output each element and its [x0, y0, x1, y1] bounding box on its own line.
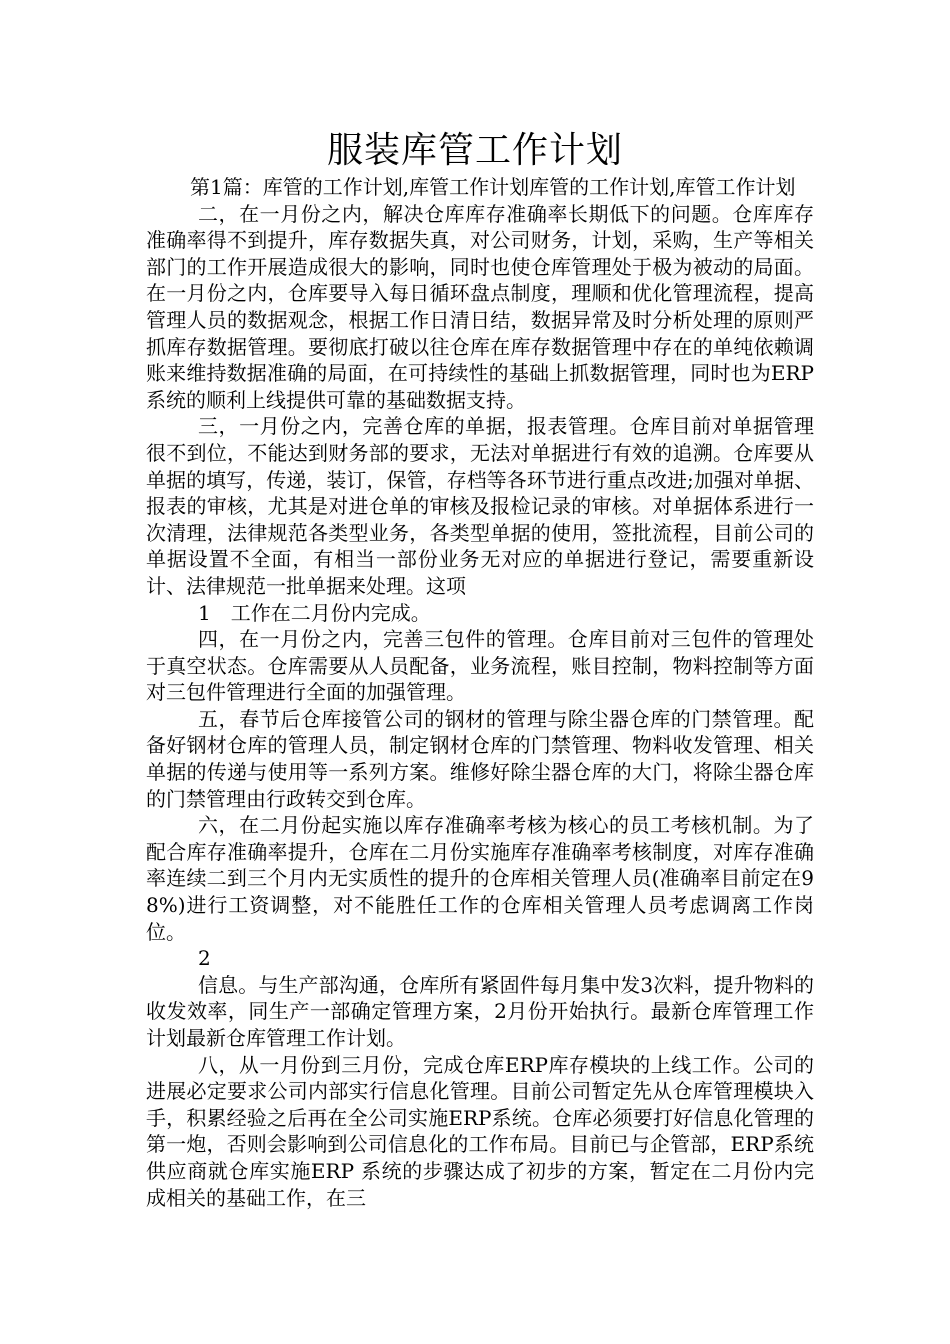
paragraph-staff-assessment: 六，在二月份起实施以库存准确率考核为核心的员工考核机制。为了配合库存准确率提升，仓库在二月份实施库存准确率考核制度，对库存准确率连续二到三个月内无实质性的提升的仓库相关管理人员(准确率目前定在98%)进行工资调整，对不能胜任工作的仓库相关管理人员考虑调离工作岗位。 [146, 813, 814, 944]
paragraph-erp-rollout: 八，从一月份到三月份，完成仓库ERP库存模块的上线工作。公司的进展必定要求公司内部实行信息化管理。目前公司暂定先从仓库管理模块入手，积累经验之后再在全公司实施ERP系统。仓库必须要打好信息化管理的第一炮，否则会影响到公司信息化的工作布局。目前已与企管部，ERP系统供应商就仓库实施ERP 系统的步骤达成了初步的方案，暂定在二月份内完成相关的基础工作，在三 [146, 1052, 814, 1210]
paragraph-warranty-parts: 四，在一月份之内，完善三包件的管理。仓库目前对三包件的管理处于真空状态。仓库需要从人员配备，业务流程，账目控制，物料控制等方面对三包件管理进行全面的加强管理。 [146, 627, 814, 705]
paragraph-heading-line: 第1篇：库管的工作计划,库管工作计划库管的工作计划,库管工作计划 [190, 175, 796, 199]
document-title: 服装库管工作计划 [326, 130, 623, 171]
document-body [146, 174, 814, 1211]
paragraph-page-marker-1: 1 工作在二月份内完成。 [198, 600, 431, 625]
paragraph-document-management: 三，一月份之内，完善仓库的单据，报表管理。仓库目前对单据管理很不到位，不能达到财务部的要求，无法对单据进行有效的追溯。仓库要从单据的填写，传递，装订，保管，存档等各环节进行重点改进;加强对单据、报表的审核，尤其是对进仓单的审核及报检记录的审核。对单据体系进行一次清理，法律规范各类型业务，各类型单据的使用，签批流程，目前公司的单据设置不全面，有相当一部份业务无对应的单据进行登记，需要重新设计、法律规范一批单据来处理。这项 [146, 414, 814, 598]
paragraph-page-marker-2: 2 [198, 946, 211, 971]
paragraph-steel-management: 五，春节后仓库接管公司的钢材的管理与除尘器仓库的门禁管理。配备好钢材仓库的管理人员，制定钢材仓库的门禁管理、物料收发管理、相关单据的传递与使用等一系列方案。维修好除尘器仓库的大门，将除尘器仓库的门禁管理由行政转交到仓库。 [146, 706, 814, 811]
paragraph-fastener-info: 信息。与生产部沟通，仓库所有紧固件每月集中发3次料，提升物料的收发效率，同生产一部确定管理方案，2月份开始执行。最新仓库管理工作计划最新仓库管理工作计划。 [146, 972, 814, 1050]
paragraph-inventory-accuracy: 二，在一月份之内，解决仓库库存准确率长期低下的问题。仓库库存准确率得不到提升，库存数据失真，对公司财务，计划，采购，生产等相关部门的工作开展造成很大的影响，同时也使仓库管理处于极为被动的局面。在一月份之内，仓库要导入每日循环盘点制度，理顺和优化管理流程，提高管理人员的数据观念，根据工作日清日结，数据异常及时分析处理的原则严抓库存数据管理。要彻底打破以往仓库在库存数据管理中存在的单纯依赖调账来维持数据准确的局面，在可持续性的基础上抓数据管理，同时也为ERP系统的顺利上线提供可靠的基础数据支持。 [146, 201, 814, 412]
